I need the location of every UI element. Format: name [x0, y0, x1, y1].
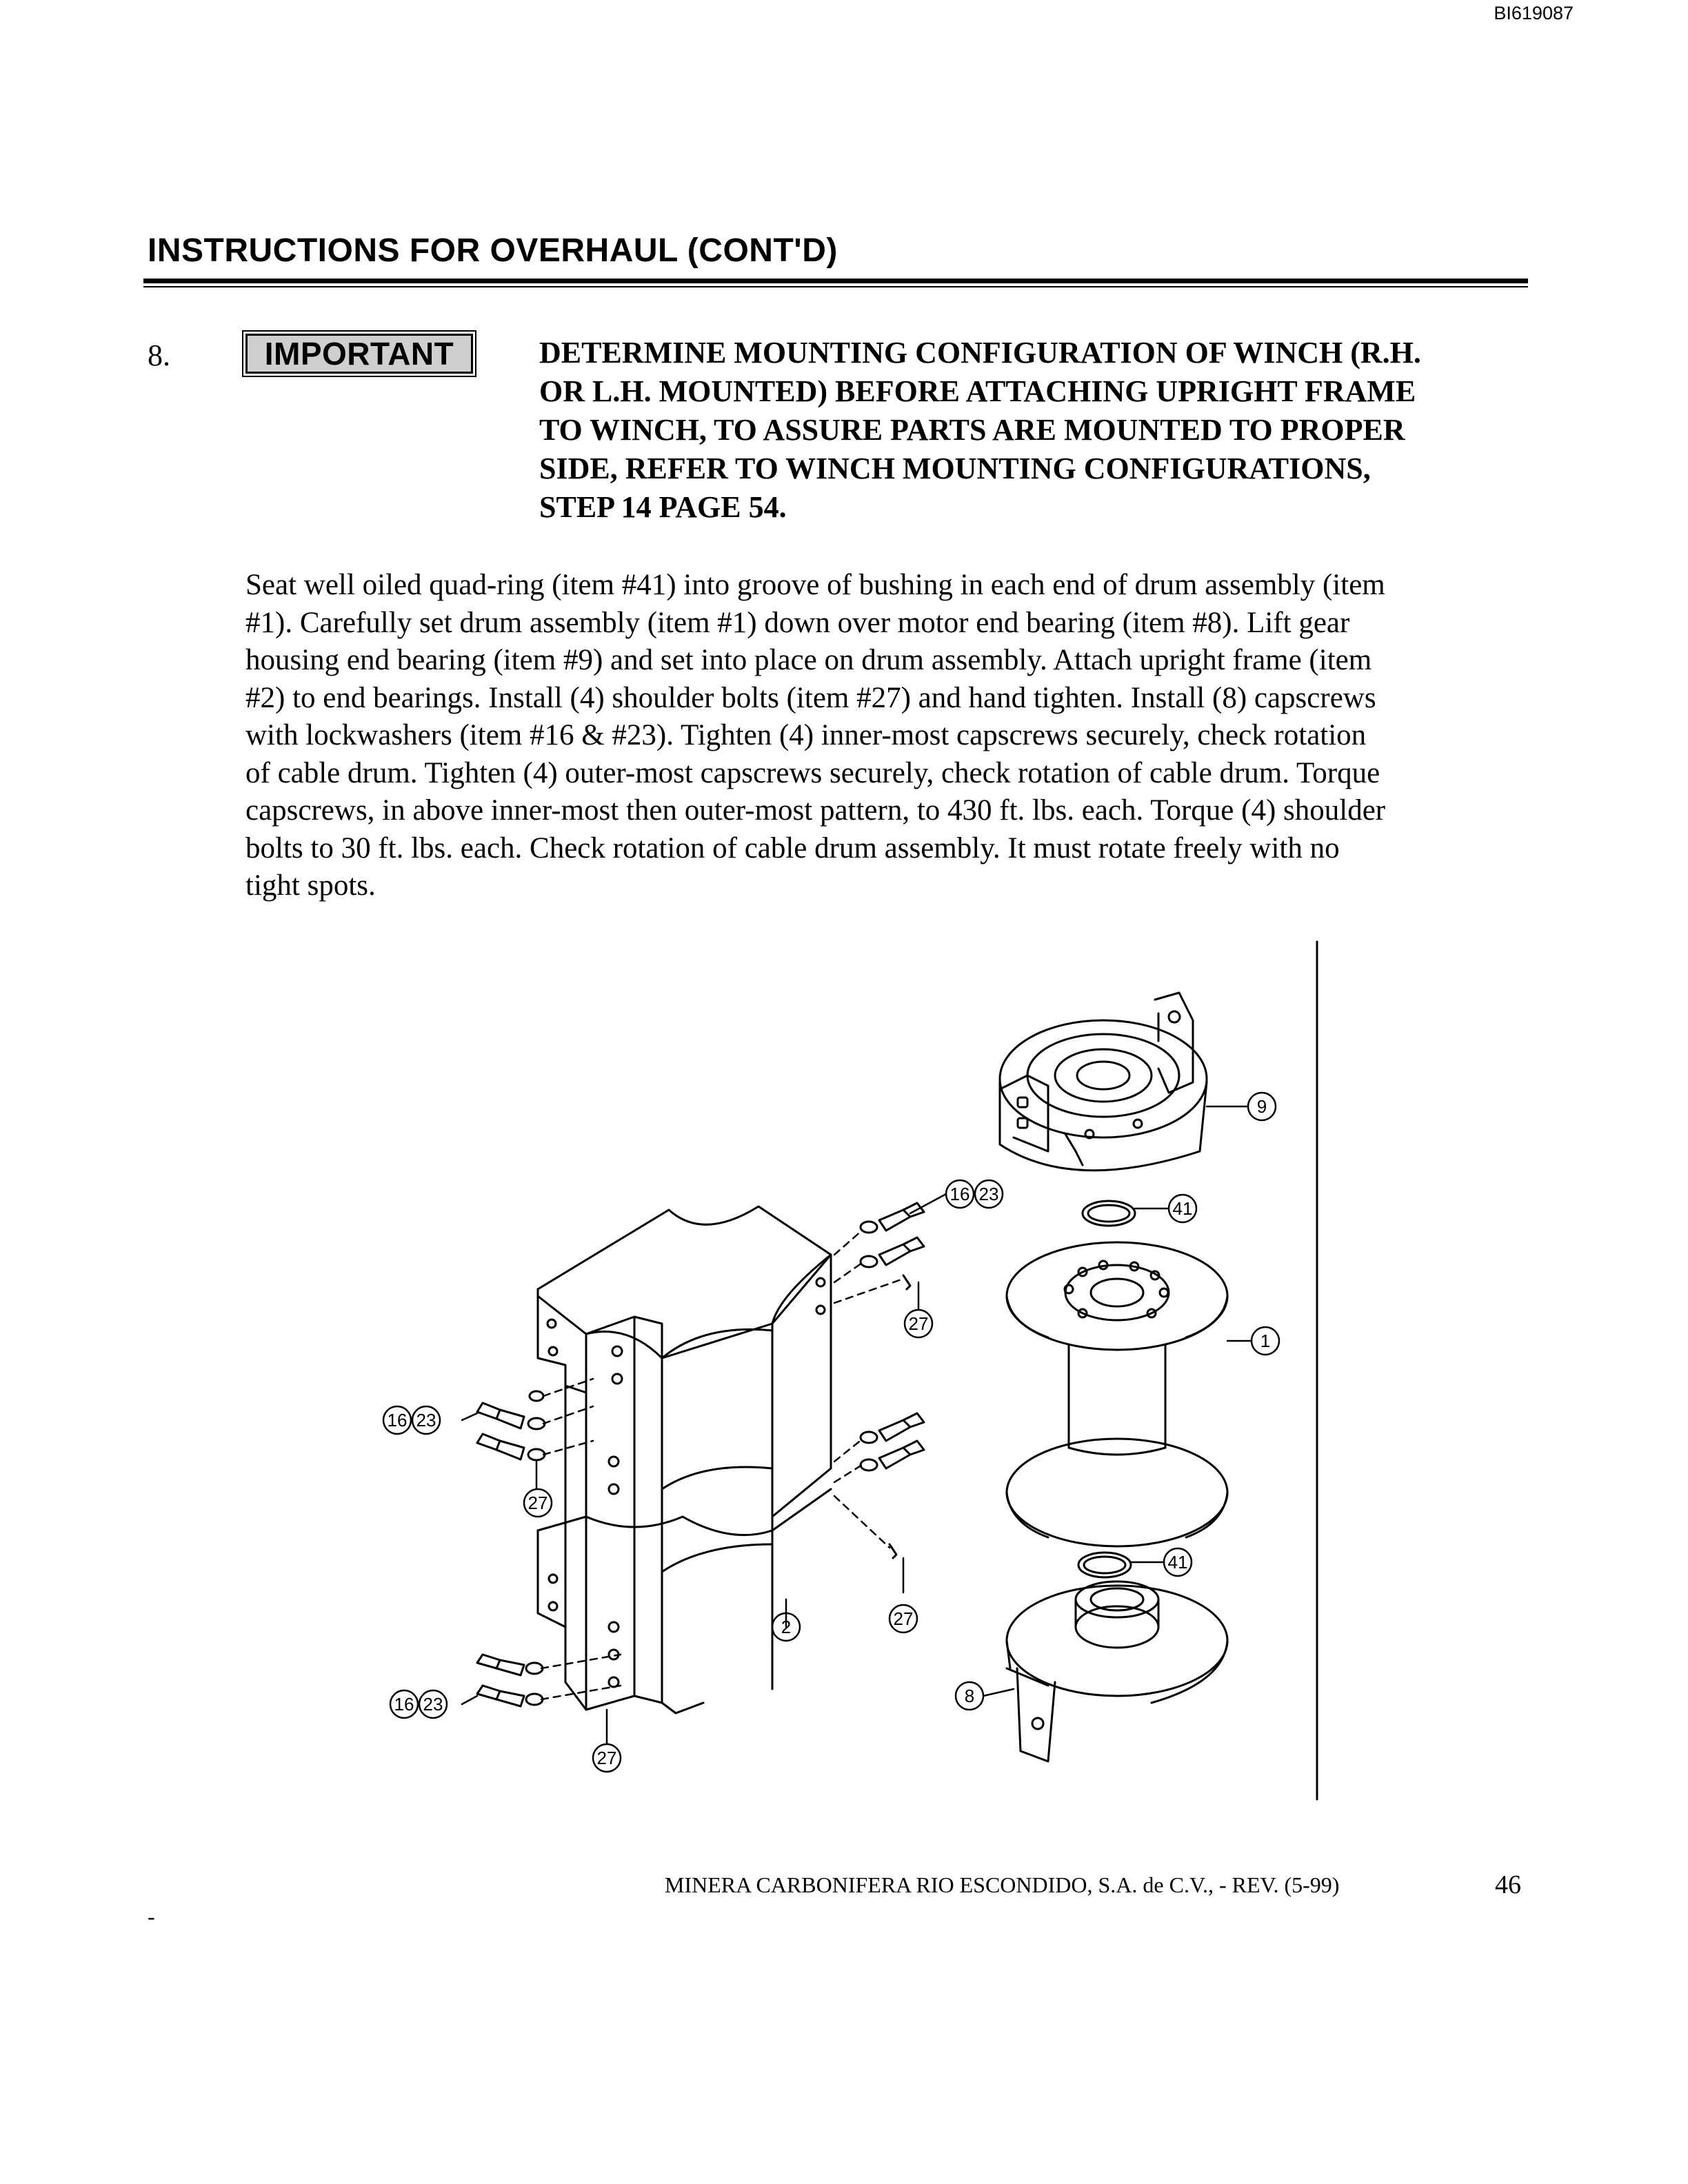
callout-label: 16	[950, 1184, 970, 1204]
assembly-leader-lines	[541, 1231, 903, 1699]
heading-rule-thick	[143, 279, 1528, 283]
warning-line: SIDE, REFER TO WINCH MOUNTING CONFIGURATIONS,	[539, 452, 1371, 485]
page-number: 46	[1495, 1870, 1521, 1899]
callout-label: 41	[1167, 1552, 1188, 1573]
callout-label: 16	[394, 1694, 414, 1715]
callout-label: 16	[387, 1410, 408, 1430]
paragraph-line: housing end bearing (item #9) and set into place on drum assembly. Attach upright frame (item	[245, 644, 1372, 676]
document-id: BI619087	[1494, 3, 1574, 23]
heading-rule-thin	[143, 286, 1528, 287]
motor-end-bearing	[1007, 1581, 1227, 1761]
paragraph-line: bolts to 30 ft. lbs. each. Check rotation of cable drum assembly. It must rotate freely with no	[245, 831, 1340, 865]
warning-line: TO WINCH, TO ASSURE PARTS ARE MOUNTED TO PROPER	[539, 413, 1405, 447]
instruction-paragraph	[245, 567, 1528, 905]
paragraph-line: with lockwashers (item #16 & #23). Tighten (4) inner-most capscrews securely, check rotation	[245, 719, 1367, 751]
cable-drum	[1007, 1242, 1227, 1546]
paragraph-line: #1). Carefully set drum assembly (item #1) down over motor end bearing (item #8). Lift gear	[245, 606, 1350, 639]
warning-line: DETERMINE MOUNTING CONFIGURATION OF WINCH (R.H.	[539, 336, 1421, 370]
callout-label: 27	[908, 1313, 929, 1334]
footer-text: MINERA CARBONIFERA RIO ESCONDIDO, S.A. de C.V., - REV. (5-99)	[665, 1872, 1340, 1897]
paragraph-line: tight spots.	[245, 869, 376, 902]
callout-label: 9	[1256, 1096, 1267, 1117]
quad-ring-lower-inner	[1084, 1557, 1125, 1573]
warning-line: STEP 14 PAGE 54.	[539, 490, 787, 524]
callout-label: 1	[1260, 1331, 1271, 1351]
callout-label: 27	[528, 1493, 548, 1513]
callout-label: 2	[781, 1617, 792, 1637]
callout-label: 41	[1172, 1198, 1193, 1219]
paragraph-line: Seat well oiled quad-ring (item #41) into groove of bushing in each end of drum assembly (item	[245, 569, 1385, 601]
paragraph-line: of cable drum. Tighten (4) outer-most capscrews securely, check rotation of cable drum. Torque	[245, 756, 1380, 789]
callout-label: 23	[416, 1410, 436, 1430]
paragraph-line: capscrews, in above inner-most then outer-most pattern, to 430 ft. lbs. each. Torque (4) shoulder	[245, 794, 1386, 827]
paragraph-line: #2) to end bearings. Install (4) shoulder bolts (item #27) and hand tighten. Install (8) capscrews	[245, 681, 1376, 714]
page-heading: INSTRUCTIONS FOR OVERHAUL (CONT'D)	[148, 232, 838, 269]
step-number: 8.	[148, 338, 170, 372]
callout-label: 8	[964, 1686, 975, 1706]
warning-line: OR L.H. MOUNTED) BEFORE ATTACHING UPRIGHT FRAME	[539, 374, 1416, 408]
callout-label: 23	[423, 1694, 443, 1715]
gear-housing-end-bearing	[1000, 993, 1207, 1171]
callout-label: 23	[978, 1184, 999, 1204]
callout-label: 27	[596, 1748, 617, 1768]
exploded-assembly-diagram	[359, 938, 1352, 1813]
callout-label: 27	[893, 1608, 914, 1629]
important-label: IMPORTANT	[245, 334, 473, 374]
quad-ring-upper-inner	[1088, 1205, 1129, 1222]
dash-mark: -	[148, 1904, 155, 1929]
warning-text	[539, 334, 1518, 527]
